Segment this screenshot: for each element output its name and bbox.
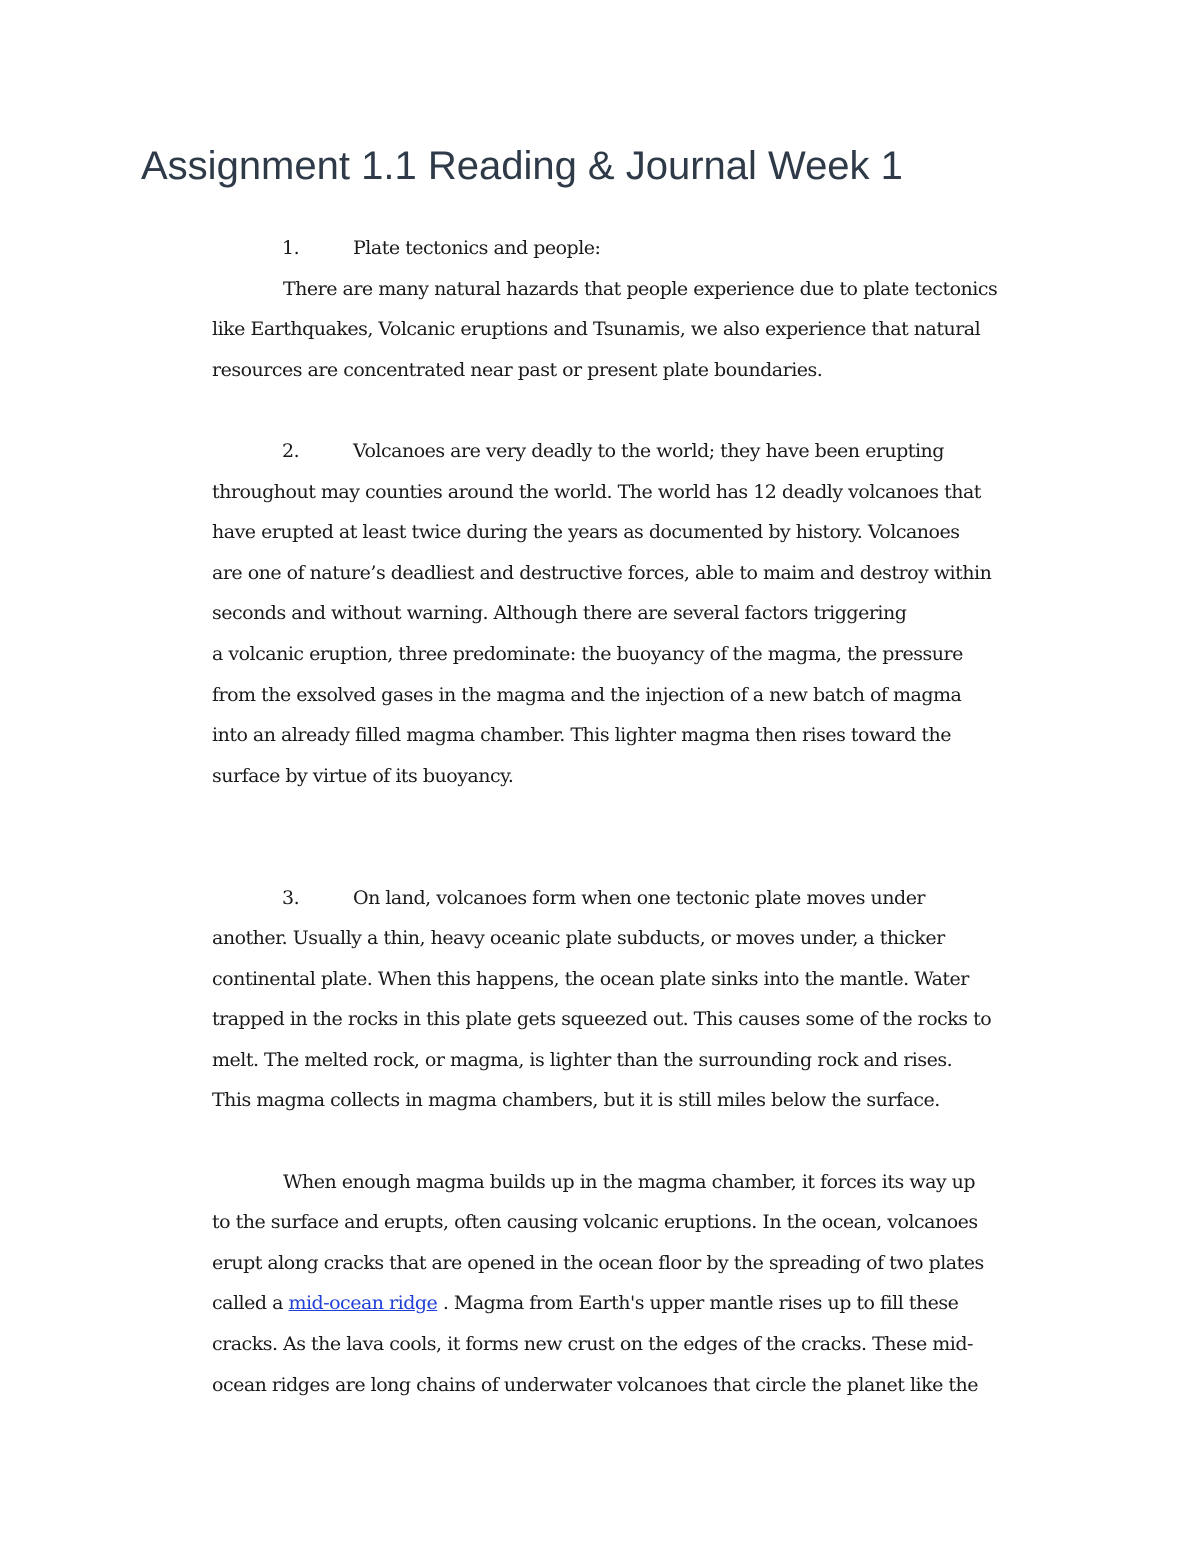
paragraph-4-line: cracks. As the lava cools, it forms new crust on the edges of the cracks. These mid- xyxy=(212,1333,973,1356)
paragraph-4-line: ocean ridges are long chains of underwater volcanoes that circle the planet like the xyxy=(212,1373,979,1396)
paragraph-gap xyxy=(212,390,1062,431)
item-3-line: continental plate. When this happens, the ocean plate sinks into the mantle. Water xyxy=(212,967,969,990)
item-2-line: surface by virtue of its buoyancy. xyxy=(212,764,514,787)
item-3-line: another. Usually a thin, heavy oceanic plate subducts, or moves under, a thicker xyxy=(212,927,945,950)
item-2-line: from the exsolved gases in the magma and the injection of a new batch of magma xyxy=(212,683,962,706)
mid-ocean-ridge-link[interactable]: mid-ocean ridge xyxy=(288,1292,438,1315)
item-1-line: resources are concentrated near past or present plate boundaries. xyxy=(212,358,823,381)
item-3-line: This magma collects in magma chambers, but it is still miles below the surface. xyxy=(212,1089,940,1112)
paragraph-4-text: . Magma from Earth's upper mantle rises up to fill these xyxy=(437,1292,959,1315)
paragraph-gap xyxy=(212,796,1062,837)
item-3-first-line xyxy=(212,878,1062,919)
item-1-heading: Plate tectonics and people: xyxy=(353,237,601,259)
paragraph-4-line: erupt along cracks that are opened in the ocean floor by the spreading of two plates xyxy=(212,1251,984,1274)
item-1-number: 1. xyxy=(282,237,300,259)
paragraph-gap xyxy=(212,837,1062,878)
item-3-number: 3. xyxy=(282,886,300,909)
paragraph-4-line: to the surface and erupts, often causing volcanic eruptions. In the ocean, volcanoes xyxy=(212,1211,978,1234)
paragraph-4-line xyxy=(212,1162,1062,1203)
item-2-line: into an already filled magma chamber. This lighter magma then rises toward the xyxy=(212,724,951,747)
item-1-line xyxy=(212,269,1062,310)
item-1-text: There are many natural hazards that people experience due to plate tectonics xyxy=(283,277,998,300)
paragraph-4-text: When enough magma builds up in the magma chamber, it forces its way up xyxy=(283,1170,976,1193)
item-1-heading-line xyxy=(212,228,1062,269)
item-2-line: have erupted at least twice during the years as documented by history. Volcanoes xyxy=(212,521,960,544)
item-2-line: throughout may counties around the world. The world has 12 deadly volcanoes that xyxy=(212,480,981,503)
paragraph-4-link-line xyxy=(212,1283,1062,1324)
item-3-line: melt. The melted rock, or magma, is lighter than the surrounding rock and rises. xyxy=(212,1048,953,1071)
item-2-line: seconds and without warning. Although there are several factors triggering xyxy=(212,602,907,625)
document-title: Assignment 1.1 Reading & Journal Week 1 xyxy=(141,144,903,188)
paragraph-gap xyxy=(212,1121,1062,1162)
item-3-line: trapped in the rocks in this plate gets squeezed out. This causes some of the rocks to xyxy=(212,1008,992,1031)
item-1-line: like Earthquakes, Volcanic eruptions and Tsunamis, we also experience that natural xyxy=(212,318,981,341)
document-body xyxy=(212,228,1062,1405)
item-2-first-line xyxy=(212,431,1062,472)
item-2-line: a volcanic eruption, three predominate: the buoyancy of the magma, the pressure xyxy=(212,642,963,665)
item-2-first-text: Volcanoes are very deadly to the world; they have been erupting xyxy=(353,439,944,462)
item-2-line: are one of nature’s deadliest and destructive forces, able to maim and destroy within xyxy=(212,561,992,584)
item-3-first-text: On land, volcanoes form when one tectonic plate moves under xyxy=(353,886,926,909)
paragraph-4-text: called a xyxy=(212,1292,289,1315)
item-2-number: 2. xyxy=(282,439,300,462)
